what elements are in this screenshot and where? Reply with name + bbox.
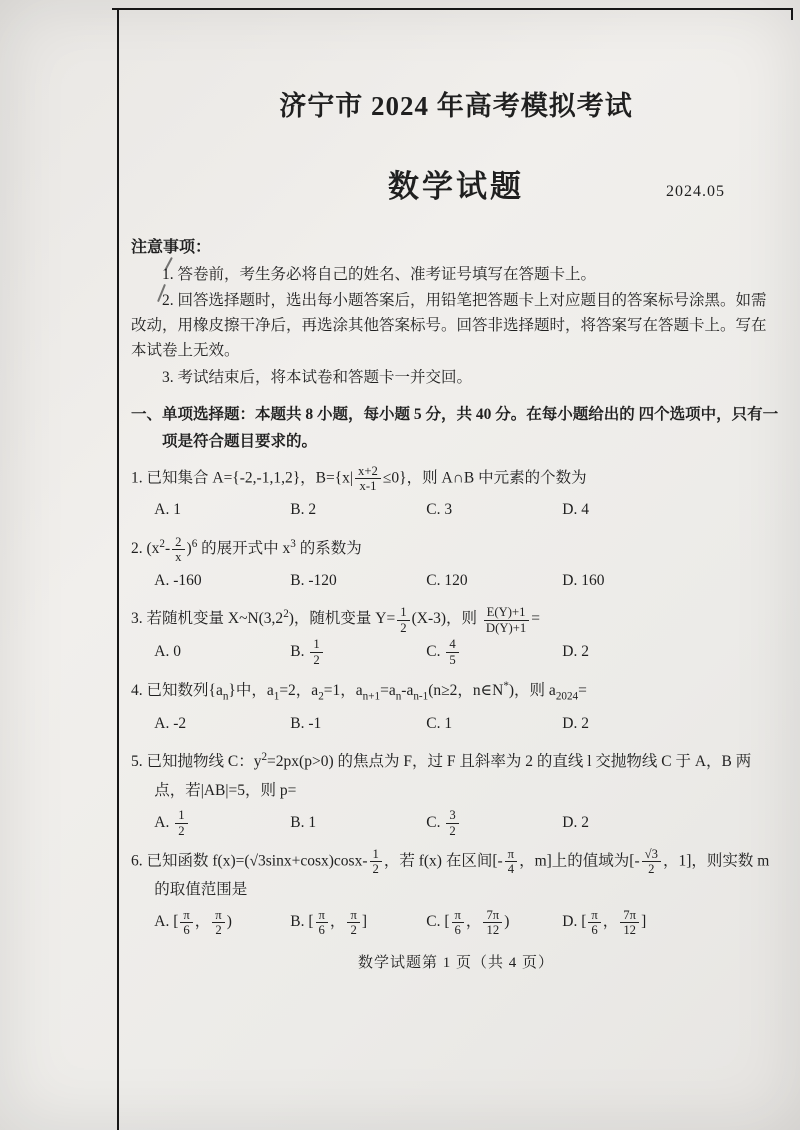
fraction: $\frac{3}{2}$ [446,808,458,837]
question-1-options [154,495,781,524]
notice-section [131,235,781,391]
question-4-options [154,709,781,738]
question-2-options [154,566,781,595]
question-3-option-A: A. 0 [154,642,181,660]
notice-item-3: 3. 考试结束后，将本试卷和答题卡一并交回。 [162,368,473,386]
notice-item-1: 1. 答卷前，考生务必将自己的姓名、准考证号填写在答题卡上。 [162,265,597,283]
question-3-option-B: B. $\frac{1}{2}$ [290,637,426,667]
question-2-option-C: C. 120 [426,572,468,590]
question-1-option-C: C. 3 [426,501,453,519]
fraction: $\frac{\pi}{6}$ [452,908,464,937]
question-6-option-D: D. [ $\frac{\pi}{6}$ ， $\frac{7\pi}{12}$ ] [562,907,647,937]
question-3-options [154,637,781,667]
exam-date: 2024.05 [666,183,725,200]
fraction: $\frac{\pi}{2}$ [212,908,224,937]
question-4 [131,676,781,738]
question-5 [131,747,781,838]
fraction: $\frac{\pi}{6}$ [316,908,328,937]
fraction: $\frac{x+2}{x-1}$ [355,464,381,493]
question-2-option-D: D. 160 [562,572,605,590]
exam-title: 济宁市 2024 年高考模拟考试 [279,91,633,121]
question-3-option-C: C. $\frac{4}{5}$ [426,637,562,667]
page-border-left [117,8,119,1130]
question-6-option-B: B. [ $\frac{\pi}{6}$ ， $\frac{\pi}{2}$ ] [290,907,368,937]
question-2-option-B: B. -120 [290,572,337,590]
paper-title: 数学试题 [388,169,524,204]
fraction: $\frac{4}{5}$ [446,637,458,666]
question-3 [131,604,781,666]
question-5-option-B: B. 1 [290,813,317,831]
question-5-option-D: D. 2 [562,813,589,831]
question-3-option-D: D. 2 [562,642,589,660]
fraction: $\frac{\pi}{2}$ [347,908,359,937]
question-1 [131,464,781,525]
question-1-stem: 1. 已知集合 A={-2,-1,1,2}，B={x| $\frac{x+2}{x-1}$ ≤0}，则 A∩B 中元素的个数为 [131,463,587,494]
paper-title-row [131,161,781,205]
question-4-option-D: D. 2 [562,714,589,732]
fraction: $\frac{\pi}{6}$ [180,908,192,937]
question-5-stem: 5. 已知抛物线 C：$y^2=2px(p>0)$ 的焦点为 F，过 F 且斜率为 2 的直线 l 交抛物线 C 于 A，B 两点，若|AB|=5，则 p= [131,751,752,800]
question-4-stem: 4. 已知数列$\{a_n\}$中，$a_1=2$，$a_2=1$，$a_{n+1}=a_n-a_{n-1}(n\ge 2$，n∈N*)，则 $a_{2024}=$ [131,679,587,703]
question-1-option-A: A. 1 [154,501,181,519]
question-4-option-C: C. 1 [426,714,453,732]
question-6-stem: 6. 已知函数 f(x)=(√3sinx+cosx)cosx- $\frac{1}{2}$ ，若 f(x) 在区间[- $\frac{\pi}{4}$ ，m]上的值域为[- $\frac{√3}{2}$ ，1]，则实数 m 的取值范围是 [131,846,770,899]
question-1-option-B: B. 2 [290,501,317,519]
fraction: $\frac{√3}{2}$ [642,847,661,876]
notice-heading: 注意事项： [131,239,212,256]
page-border-right-tick [791,8,793,20]
fraction: $\frac{1}{2}$ [370,847,382,876]
page-content [131,0,781,987]
fraction: $\frac{1}{2}$ [175,808,187,837]
question-5-option-A: A. $\frac{1}{2}$ [154,808,290,838]
question-6-options [154,907,781,937]
question-3-stem: 3. 若随机变量 $X\sim N(3,2^2)$，随机变量 Y= $\frac{1}{2}$ (X-3)，则 $\frac{E(Y)+1}{D(Y)+1}$ = [131,605,540,635]
question-6-option-A: A. [ $\frac{\pi}{6}$ ， $\frac{\pi}{2}$ ) [154,907,232,937]
question-1-option-D: D. 4 [562,501,589,519]
fraction: $\frac{\pi}{6}$ [588,908,600,937]
question-6 [131,847,781,937]
notice-item-2: 2. 回答选择题时，选出每小题答案后，用铅笔把答题卡上对应题目的答案标号涂黑。如需改动，用橡皮擦干净后，再选涂其他答案标号。回答非选择题时，将答案写在答题卡上。写在本试卷上无效。 [131,292,767,359]
question-5-options [154,808,781,838]
question-6-option-C: C. [ $\frac{\pi}{6}$ ， $\frac{7\pi}{12}$ ) [426,907,510,937]
fraction: $\frac{2}{x}$ [172,535,184,564]
fraction: $\frac{E(Y)+1}{D(Y)+1}$ [483,605,529,634]
section-heading: 一、单项选择题：本题共 8 小题，每小题 5 分，共 40 分。在每小题给出的 四个选项中，只有一项是符合题目要求的。 [131,405,779,450]
question-list [131,464,781,937]
question-2 [131,534,781,596]
question-2-option-A: A. -160 [154,572,202,590]
question-5-option-C: C. $\frac{3}{2}$ [426,808,562,838]
fraction: $\frac{\pi}{4}$ [505,847,517,876]
page-footer: 数学试题第 1 页（共 4 页） [357,955,554,972]
question-4-option-A: A. -2 [154,714,187,732]
question-4-option-B: B. -1 [290,714,322,732]
fraction: $\frac{7\pi}{12}$ [620,908,639,937]
fraction: $\frac{1}{2}$ [310,637,322,666]
fraction: $\frac{1}{2}$ [397,605,409,634]
question-2-stem: 2. ($x^2-$ $\frac{2}{x}$ )$^6$ 的展开式中 $x^3$ 的系数为 [131,534,362,564]
fraction: $\frac{7\pi}{12}$ [483,908,502,937]
